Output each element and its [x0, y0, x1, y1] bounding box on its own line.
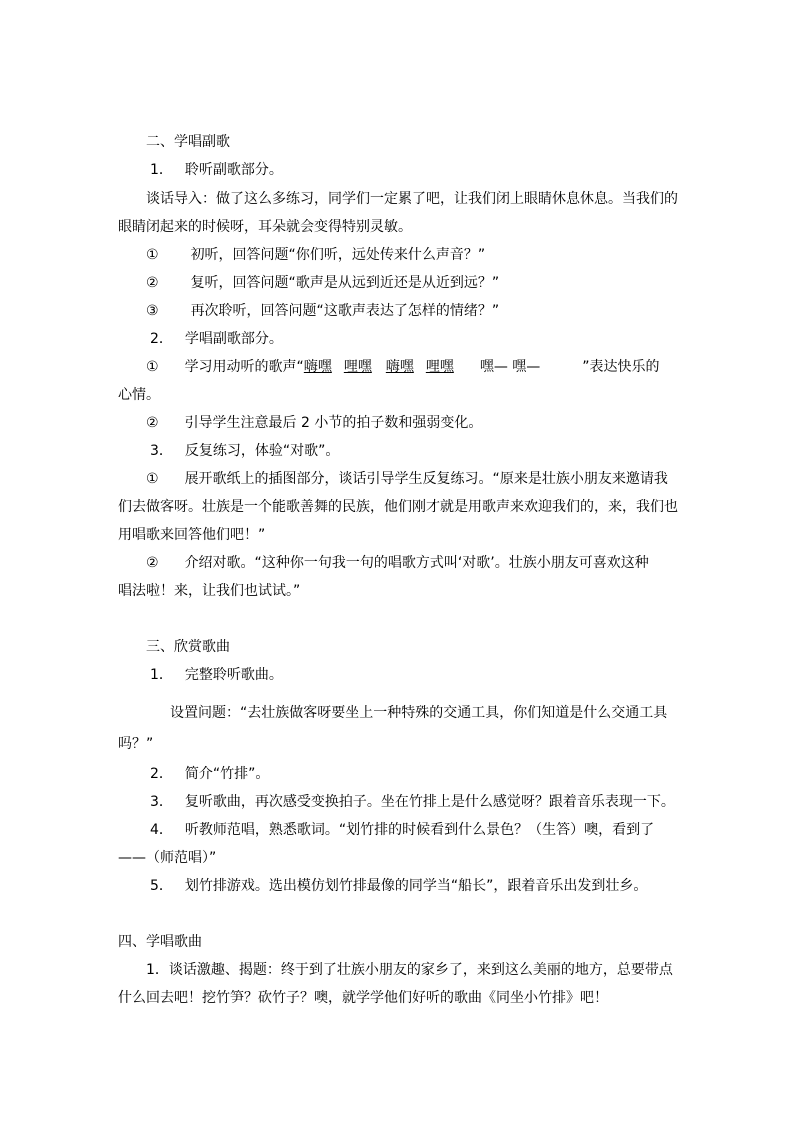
item-text: 划竹排游戏。选出模仿划竹排最像的同学当“船长”，跟着音乐出发到壮乡。	[184, 878, 648, 894]
sub-item-text: 展开歌纸上的插图部分，谈话引导学生反复练习。“原来是壮族小朋友来邀请我	[184, 471, 668, 487]
intro-line-1: 谈话导入：做了这么多练习，同学们一定累了吧，让我们闭上眼睛休息休息。当我们的	[146, 191, 678, 207]
section-4-title: 四、学唱歌曲	[118, 934, 202, 950]
sub-item-mark: ①	[146, 471, 159, 487]
item-3	[150, 441, 339, 461]
sub-item-text: 介绍对歌。“这种你一句我一句的唱歌方式叫‘对歌’。壮族小朋友可喜欢这种	[184, 555, 649, 571]
sub-item-3	[146, 301, 499, 321]
sub-item-practice-cont-2: 用唱歌来回答他们吧！”	[118, 527, 266, 543]
section-2-title: 二、学唱副歌	[146, 134, 230, 150]
section-3-title: 三、欣赏歌曲	[146, 639, 230, 655]
item-number: 1．	[150, 667, 173, 683]
sub-item-song-cont: 心情。	[118, 387, 160, 403]
lyric-word: 嗨嘿	[303, 359, 332, 375]
item-text: 复听歌曲，再次感受变换拍子。坐在竹排上是什么感觉呀？跟着音乐表现一下。	[184, 794, 675, 810]
sub-item-mark: ②	[146, 555, 159, 571]
section-4-line-2: 什么回去吧！挖竹笋？砍竹子？噢，就学学他们好听的歌曲《同坐小竹排》吧！	[118, 990, 608, 1006]
item-number: 5．	[150, 878, 173, 894]
sub-item-mark: ③	[146, 303, 159, 319]
item-text: 听教师范唱，熟悉歌词。“划竹排的时候看到什么景色？（生答）噢，看到了	[184, 822, 655, 838]
item-5	[150, 876, 647, 896]
sub-item-text: 再次聆听，回答问题“这歌声表达了怎样的情绪？”	[190, 303, 500, 319]
section-4-line-1: 1．谈话激趣、揭题：终于到了壮族小朋友的家乡了，来到这么美丽的地方，总要带点	[146, 962, 673, 978]
item-4-cont: ——（师范唱）”	[118, 850, 217, 866]
item-number: 3．	[150, 443, 173, 459]
sub-item-text: 引导学生注意最后 2 小节的拍子数和强弱变化。	[184, 415, 483, 431]
item-number: 3．	[150, 794, 173, 810]
item-text: 完整聆听歌曲。	[184, 667, 283, 683]
item-1	[150, 665, 283, 685]
question-line-1: 设置问题：“去壮族做客呀要坐上一种特殊的交通工具，你们知道是什么交通工具	[170, 705, 668, 721]
sub-item-mark: ②	[146, 415, 159, 431]
sub-item-2	[146, 273, 499, 293]
item-2	[150, 329, 283, 349]
sub-item-mark: ②	[146, 275, 159, 291]
sub-item-beat	[146, 413, 482, 433]
sub-item-practice	[146, 469, 668, 489]
sub-item-mark: ①	[146, 359, 159, 375]
item-2	[150, 764, 269, 784]
lyric-word: 哩嘿	[425, 359, 454, 375]
sub-item-text: 复听，回答问题“歌声是从远到近还是从近到远？”	[190, 275, 500, 291]
item-text: 聆听副歌部分。	[184, 162, 283, 178]
lyric-word: 嗨嘿	[385, 359, 414, 375]
sub-item-practice-cont-1: 们去做客呀。壮族是一个能歌善舞的民族，他们刚才就是用歌声来欢迎我们的，来，我们也	[118, 499, 678, 515]
item-text: 简介“竹排”。	[184, 766, 270, 782]
item-3	[150, 792, 675, 812]
sub-item-text: ”表达快乐的	[582, 359, 660, 375]
intro-line-2: 眼睛闭起来的时候呀，耳朵就会变得特别灵敏。	[118, 219, 412, 235]
item-number: 2．	[150, 766, 173, 782]
sub-item-mark: ①	[146, 247, 159, 263]
item-4	[150, 820, 654, 840]
lyric-word: 嘿— 嘿—	[479, 359, 541, 375]
item-text: 反复练习，体验“对歌”。	[184, 443, 340, 459]
question-line-2: 吗？”	[118, 736, 154, 752]
sub-item-1	[146, 245, 485, 265]
sub-item-duet	[146, 553, 649, 573]
sub-item-duet-cont: 唱法啦！来，让我们也试试。”	[118, 583, 301, 599]
sub-item-text: 初听，回答问题“你们听，远处传来什么声音？”	[190, 247, 486, 263]
item-text: 学唱副歌部分。	[184, 331, 283, 347]
sub-item-text: 学习用动听的歌声“	[184, 359, 304, 375]
lyric-word: 哩嘿	[343, 359, 372, 375]
item-number: 2．	[150, 331, 173, 347]
item-number: 4．	[150, 822, 173, 838]
item-number: 1．	[150, 162, 173, 178]
sub-item-song	[146, 357, 660, 377]
item-1	[150, 160, 283, 180]
